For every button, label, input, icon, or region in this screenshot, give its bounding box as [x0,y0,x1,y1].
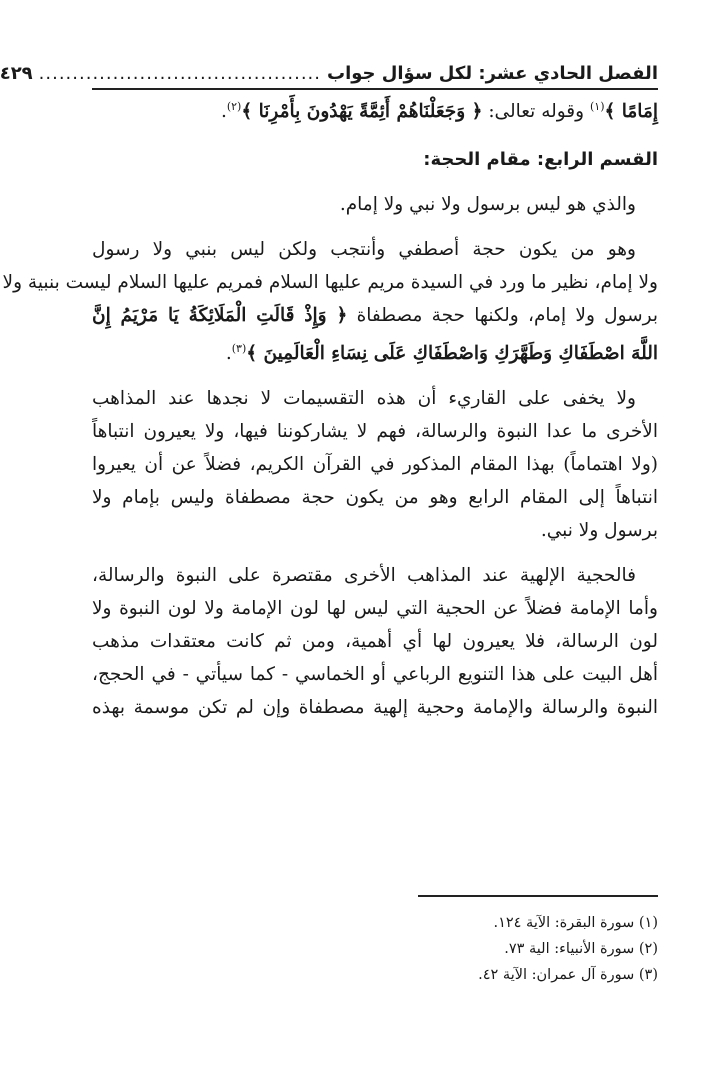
book-page [0,58,658,724]
text-line: (ولا اهتماماً) بهذا المقام المذكور في القرآن الكريم، فضلاً عن أن يعيروا [92,454,658,476]
quran-verse: ﴿ وَجَعَلْنَاهُمْ أَئِمَّةً يَهْدُونَ بِأَمْرِنَا ﴾ [241,101,483,123]
text-line: الأخرى ما عدا النبوة والرسالة، فهم لا يشاركوننا فيها، ولا يعيرون انتباهاً [92,421,658,443]
footnote: (٢) سورة الأنبياء: الية ٧٣. [504,941,658,957]
quran-verse: اللَّهَ اصْطَفَاكِ وَطَهَّرَكِ وَاصْطَفَاكِ عَلَى نِسَاءِ الْعَالَمِينَ ﴾ [246,343,658,365]
paragraph [2,233,658,370]
footnote: (١) سورة البقرة: الآية ١٢٤. [493,915,658,931]
chapter-title: الفصل الحادي عشر: لكل سؤال جواب [326,63,658,84]
text-line: برسول ولا نبي. [540,520,658,542]
text-span: وقوله تعالى: [482,101,590,123]
quran-verse: إِمَامًا ﴾ [604,101,658,123]
text-line: ولا إمام، نظير ما ورد في السيدة مريم عليها السلام فمريم عليها السلام ليست بنبية ولا [2,272,658,294]
page-number: ٤٢٩ [0,63,33,84]
section-heading: القسم الرابع: مقام الحجة: [423,149,658,171]
text-line: وهو من يكون حجة أصطفي وأنتجب ولكن ليس بنبي ولا رسول [92,239,636,261]
text-line [92,299,658,332]
text-line: أهل البيت على هذا التنويع الرباعي أو الخماسي - كما سيأتي - في الحجج، [92,664,658,686]
footnote: (٣) سورة آل عمران: الآية ٤٢. [478,967,658,983]
text-span: . [225,343,232,365]
text-line: والذي هو ليس برسول ولا نبي ولا إمام. [339,194,636,216]
text-line: لون الرسالة، فلا يعيرون لها أي أهمية، ومن ثم كانت معتقدات مذهب [92,631,658,653]
text-span: برسول ولا إمام، ولكنها حجة مصطفاة [347,305,658,327]
text-line: انتباهاً إلى المقام الرابع وهو من يكون حجة مصطفاة وليس بإمام ولا [92,487,658,509]
text-line: ولا يخفى على القاريء أن هذه التقسيمات لا نجدها عند المذاهب [92,388,636,410]
text-line [92,332,658,370]
paragraph [92,382,658,547]
footnote-ref: (٢) [226,100,242,113]
paragraph [92,188,658,221]
text-span: . [220,101,227,123]
paragraph [92,559,658,724]
text-line: فالحجية الإلهية عند المذاهب الأخرى مقتصرة على النبوة والرسالة، [92,565,636,587]
running-header [0,58,658,84]
quran-verse: ﴿ وَإِذْ قَالَتِ الْمَلَائِكَةُ يَا مَرْيَمُ إِنَّ [92,305,348,327]
text-line: وأما الإمامة فضلاً عن الحجية التي ليس لها لون الإمامة ولا لون النبوة ولا [92,598,658,620]
footnotes [478,910,658,988]
footnote-ref: (٣) [231,342,247,356]
footnote-rule [418,895,658,897]
text-line: النبوة والرسالة والإمامة وحجية إلهية مصطفاة وإن لم تكن موسمة بهذه [92,697,658,719]
footnote-ref: (١) [589,100,605,113]
header-leader-dots: .......................................... [38,63,321,84]
text-line [92,90,658,128]
